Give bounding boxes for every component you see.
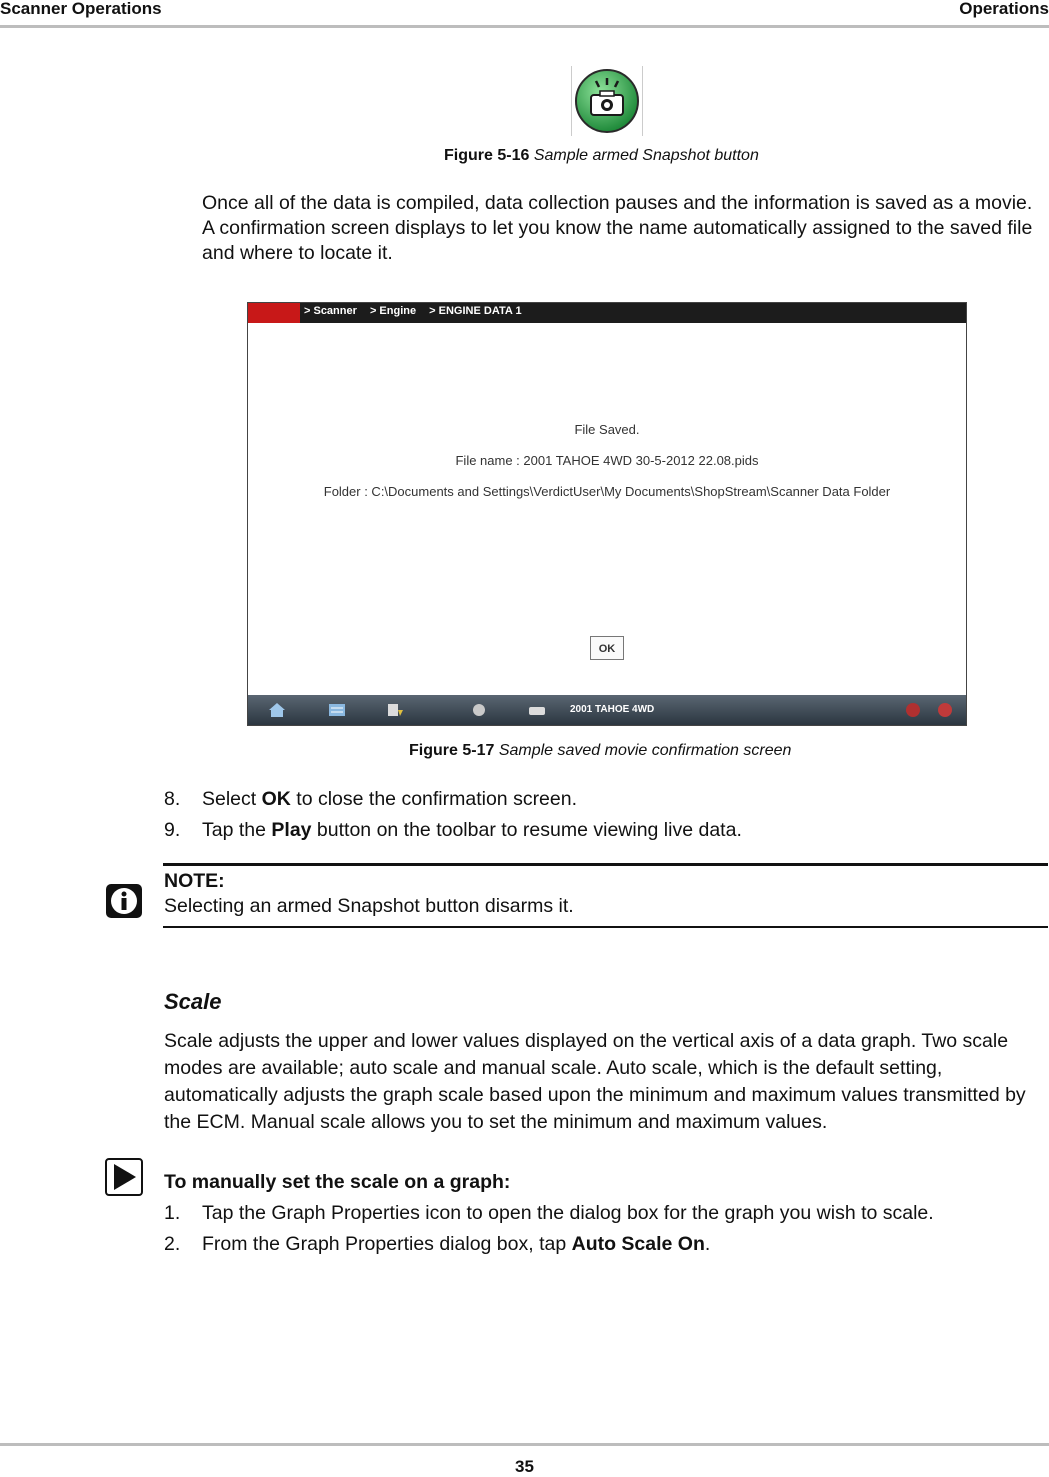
scale-paragraph: Scale adjusts the upper and lower values displayed on the vertical axis of a data graph. Two scale modes are available; auto scale and manual scale. Auto scale, which is the default setting, automatically adjusts the graph scale based upon the minimum and maximum values transmitted by the ECM. Manual scale allows you to set the minimum and maximum values. <box>164 1030 1026 1133</box>
note-top-rule <box>163 863 1048 866</box>
figure-5-16-label: Figure 5-16 <box>444 147 530 164</box>
ok-button[interactable]: OK <box>590 636 624 660</box>
folder-path-text: Folder : C:\Documents and Settings\VerdictUser\My Documents\ShopStream\Scanner Data Folder <box>323 484 891 499</box>
figure-5-16-text: Sample armed Snapshot button <box>533 147 759 164</box>
breadcrumb-scanner: > Scanner <box>304 305 357 317</box>
tools-icon[interactable] <box>386 702 404 718</box>
logo <box>248 303 300 323</box>
camera-icon <box>572 66 642 136</box>
scale-heading: Scale <box>164 989 222 1014</box>
breadcrumb-engine-data: > ENGINE DATA 1 <box>429 305 522 317</box>
list-item-step-1: 1. Tap the Graph Properties icon to open the dialog box for the graph you wish to scale. <box>164 1202 934 1224</box>
footer-rule <box>0 1443 1049 1446</box>
snapshot-button-figure <box>571 66 643 136</box>
figure-5-17-caption <box>409 742 791 760</box>
vehicle-icon[interactable] <box>528 702 546 718</box>
saved-movie-paragraph: Once all of the data is compiled, data collection pauses and the information is saved as a movie. A confirmation screen displays to let you know the name automatically assigned to the saved file and where to locate it. <box>202 192 1033 264</box>
vehicle-label: 2001 TAHOE 4WD <box>570 704 655 715</box>
vehicle-id-icon[interactable] <box>470 702 488 718</box>
note-title: NOTE: <box>164 870 225 892</box>
snapshot-icon[interactable] <box>904 702 922 718</box>
procedure-title: To manually set the scale on a graph: <box>164 1171 511 1193</box>
list-item-step-8: 8. Select OK to close the confirmation screen. <box>164 788 578 810</box>
breadcrumb <box>304 305 532 317</box>
list-item-step-9: 9. Tap the Play button on the toolbar to resume viewing live data. <box>164 819 742 841</box>
confirmation-screen-screenshot <box>247 302 967 726</box>
record-icon[interactable] <box>936 702 954 718</box>
bottom-toolbar <box>248 695 966 725</box>
figure-5-17-text: Sample saved movie confirmation screen <box>498 742 792 759</box>
info-icon <box>105 883 143 919</box>
home-icon[interactable] <box>268 702 286 718</box>
procedure-arrow-icon <box>105 1158 143 1196</box>
file-name-text: File name : 2001 TAHOE 4WD 30-5-2012 22.08.pids <box>455 453 759 468</box>
screen-title-bar <box>248 303 966 323</box>
breadcrumb-engine: > Engine <box>369 305 417 317</box>
page-number: 35 <box>515 1457 534 1476</box>
data-list-icon[interactable] <box>328 702 346 718</box>
figure-5-17-label: Figure 5-17 <box>409 742 495 759</box>
header-section-title: Scanner Operations <box>0 0 162 18</box>
note-text: Selecting an armed Snapshot button disarms it. <box>164 895 574 917</box>
header-chapter-title: Operations <box>959 0 1049 18</box>
list-item-step-2: 2. From the Graph Properties dialog box, tap Auto Scale On. <box>164 1233 711 1255</box>
note-bottom-rule <box>163 926 1048 928</box>
file-saved-message: File Saved. <box>574 422 640 437</box>
header-rule <box>0 25 1049 28</box>
figure-5-16-caption <box>444 147 759 165</box>
